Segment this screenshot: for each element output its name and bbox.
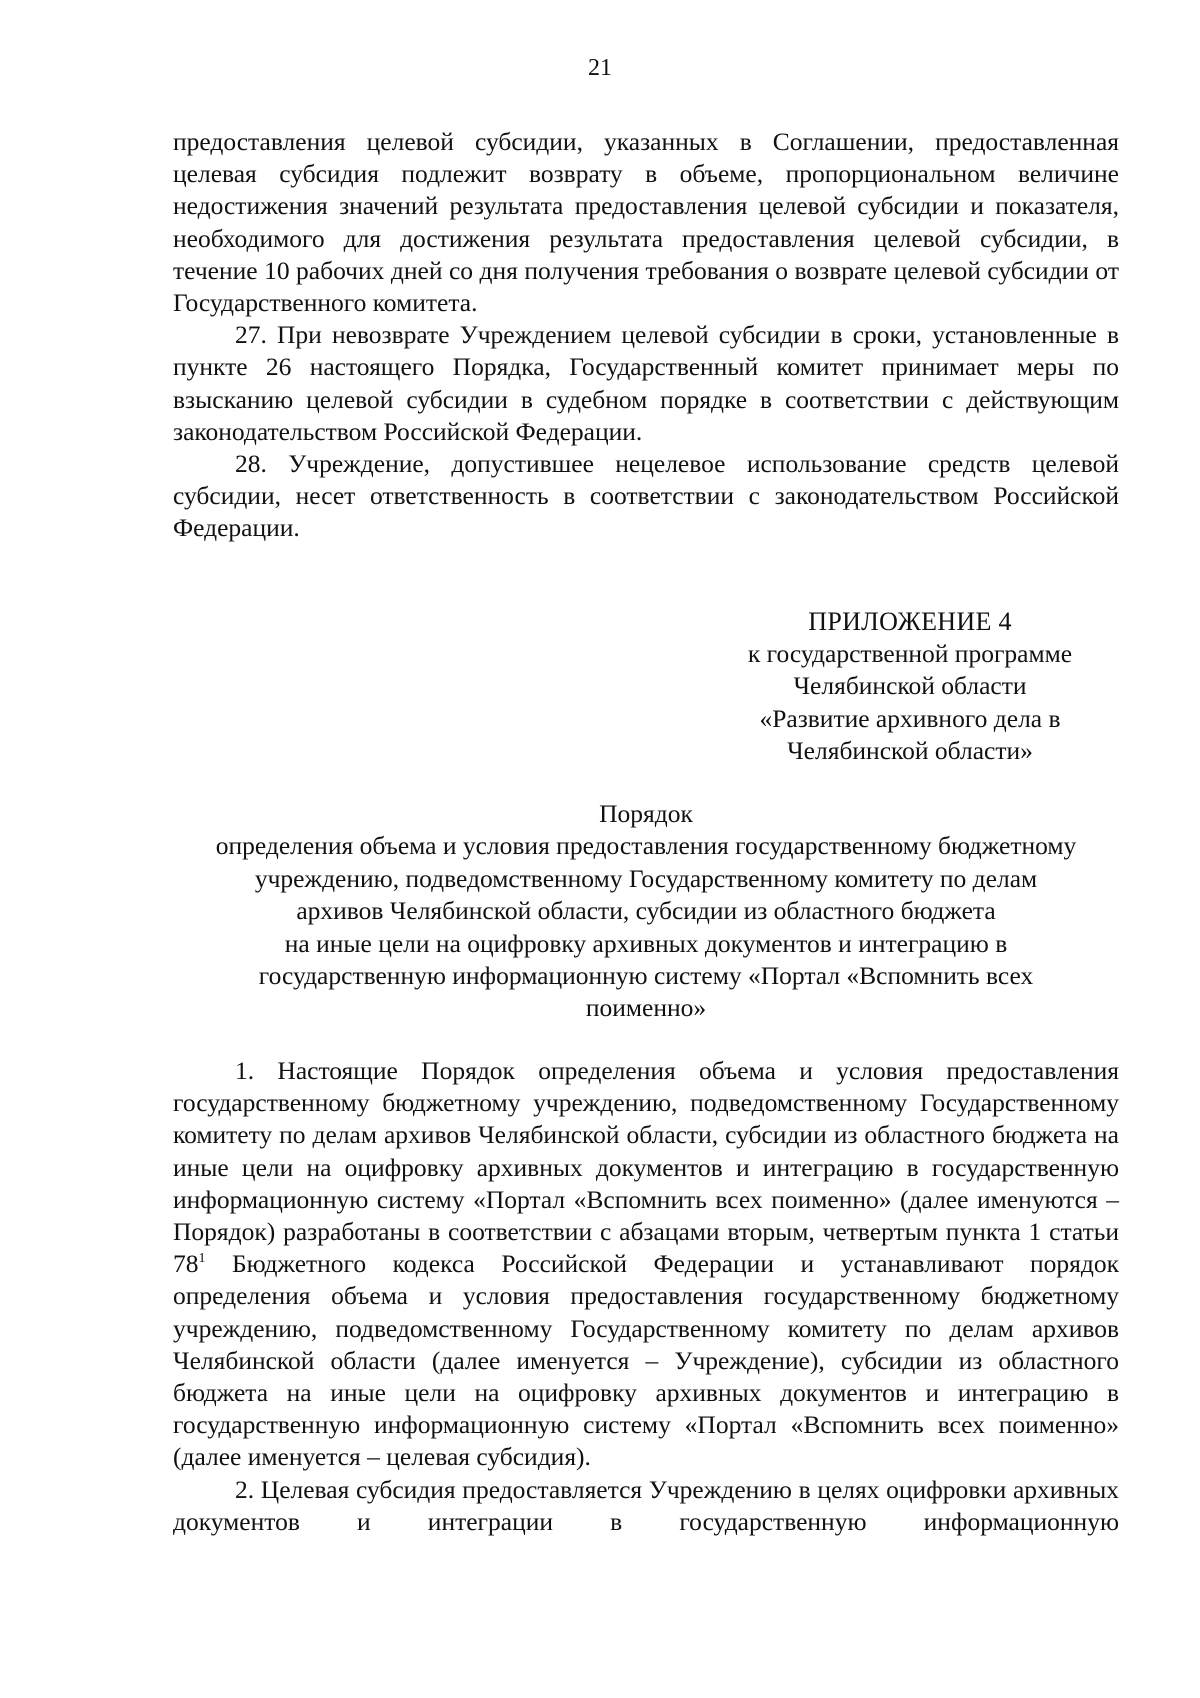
order-title-line: архивов Челябинской области, субсидии из областного бюджета	[296, 896, 996, 926]
order-title-line: государственную информационную систему «Портал «Вспомнить всех	[258, 961, 1034, 991]
order-title-line: учреждению, подведомственному Государственному комитету по делам	[254, 863, 1038, 893]
appendix-line: к государственной программе	[747, 639, 1073, 669]
appendix-line: «Развитие архивного дела в	[759, 703, 1061, 733]
paragraph-28: 28. Учреждение, допустившее нецелевое использование средств целевой субсидии, несет ответственность в соответствии с законодательством Российской Федерации.	[173, 449, 1119, 543]
order-title-line: поименно»	[585, 993, 707, 1023]
paragraph-27: 27. При невозврате Учреждением целевой субсидии в сроки, установленные в пункте 26 настоящего Порядка, Государственный комитет принимает меры по взысканию целевой субсидии в судебном порядке в соответствии с действующим законодательством Российской Федерации.	[173, 320, 1119, 446]
paragraph-continuation: предоставления целевой субсидии, указанных в Соглашении, предоставленная целевая субсидия подлежит возврату в объеме, пропорциональном величине недостижения значений результата предоставления целевой субсидии и показателя, необходимого для достижения результата предоставления целевой субсидии, в течение 10 рабочих дней со дня получения требования о возврате целевой субсидии от Государственного комитета.	[173, 127, 1119, 318]
paragraph-1-text-cont: Бюджетного кодекса Российской Федерации и устанавливают порядок определения объема и условия предоставления государственному бюджетному учреждению, подведомственному Государственному комитету по делам архивов Челябинской области (далее именуется – Учреждение), субсидии из областного бюджета на иные цели на оцифровку архивных документов и интеграцию в государственную информационную систему «Портал «Вспомнить всех поименно» (далее именуется – целевая субсидия).	[173, 1249, 1119, 1472]
order-title-line: на иные цели на оцифровку архивных документов и интеграцию в	[284, 928, 1008, 958]
appendix-heading: ПРИЛОЖЕНИЕ 4	[808, 607, 1012, 636]
paragraph-2: 2. Целевая субсидия предоставляется Учреждению в целях оцифровки архивных документов и интеграции в государственную информационную	[173, 1474, 1119, 1536]
bottom-text-block	[173, 1055, 1119, 1538]
order-heading: Порядок	[599, 799, 693, 828]
appendix-line: Челябинской области	[793, 671, 1027, 701]
page-number: 21	[588, 55, 612, 81]
top-text-block	[173, 126, 1119, 545]
article-superscript: 1	[198, 1251, 206, 1267]
appendix-line: Челябинской области»	[787, 735, 1033, 765]
order-title	[173, 798, 1119, 1025]
order-title-line: определения объема и условия предоставления государственному бюджетному	[215, 831, 1077, 861]
paragraph-1-text: 1. Настоящие Порядок определения объема и условия предоставления государственному бюджетному учреждению, подведомственному Государственному комитету по делам архивов Челябинской области, субсидии из областного бюджета на иные цели на оцифровку архивных документов и интеграцию в государственную информационную систему «Портал «Вспомнить всех поименно» (далее именуются – Порядок) разработаны в соответствии с абзацами вторым, четвертым пункта 1 статьи 78	[173, 1056, 1119, 1279]
appendix-header	[700, 606, 1120, 767]
paragraph-1	[173, 1055, 1119, 1474]
